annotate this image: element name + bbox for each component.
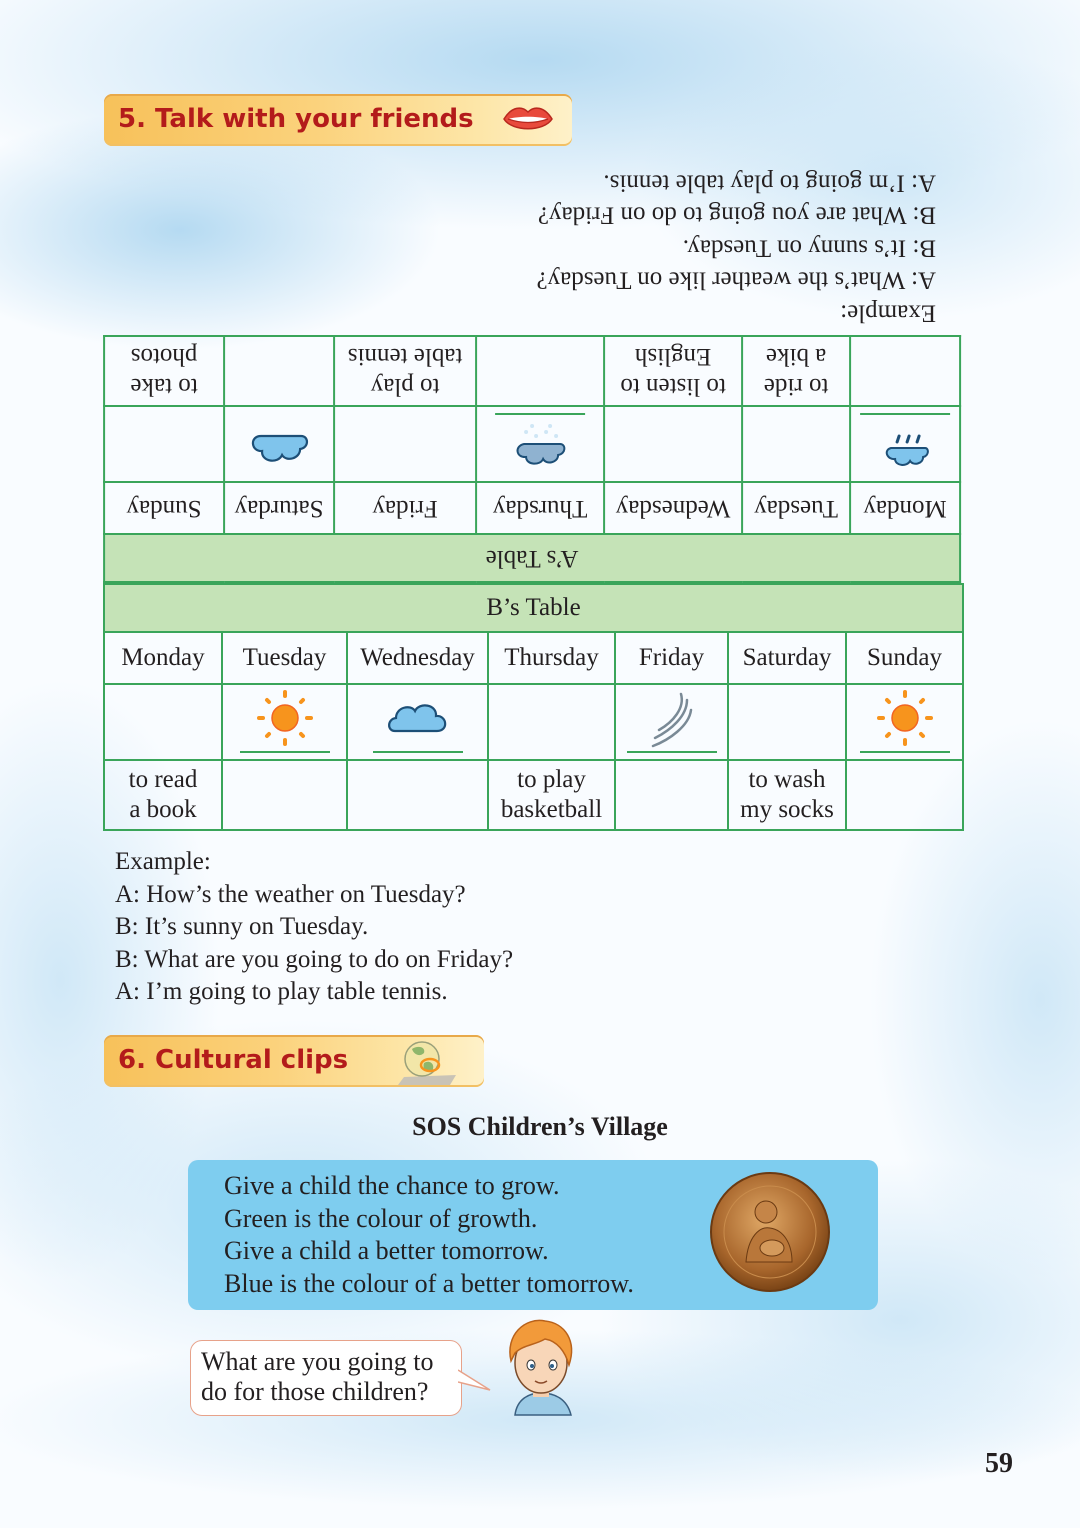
table-a-weather-cell: [104, 406, 224, 482]
example-b-line: B: It’s sunny on Tuesday.: [115, 913, 369, 940]
medal-icon: [708, 1170, 832, 1294]
table-b-activity: to play basketball: [488, 760, 615, 830]
table-b-activity: to read a book: [104, 760, 222, 830]
table-b-weather-cell: [347, 684, 488, 760]
sun-icon: [253, 686, 317, 750]
lips-icon: [502, 104, 554, 136]
wind-icon: [647, 686, 697, 750]
table-a-title: A’s Table: [104, 534, 960, 582]
poem-text: [224, 1170, 634, 1300]
table-b: [103, 583, 964, 831]
rain-cloud-icon: [877, 420, 933, 476]
poem-box: [188, 1160, 878, 1310]
section-5-banner: [104, 94, 572, 146]
sun-icon: [873, 686, 937, 750]
example-b-label: Example:: [115, 848, 211, 875]
table-b-day: Thursday: [488, 632, 615, 684]
cultural-clip-subtitle: SOS Children’s Village: [412, 1112, 668, 1141]
table-a-activity: to take photos: [104, 336, 224, 406]
table-a-day: Tuesday: [742, 482, 850, 534]
table-b-weather-cell: [222, 684, 347, 760]
table-a-activity: to play table tennis: [334, 336, 476, 406]
table-a-weather-cell: [334, 406, 476, 482]
section-6-banner: [104, 1035, 484, 1087]
table-b-activity: [347, 760, 488, 830]
table-a-day: Sunday: [104, 482, 224, 534]
boy-avatar-icon: [495, 1315, 585, 1419]
example-a-line: A: I’m going to play table tennis.: [603, 169, 936, 197]
poem-line: Green is the colour of growth.: [224, 1203, 538, 1233]
example-b-line: A: I’m going to play table tennis.: [115, 978, 448, 1005]
table-b-activity: [222, 760, 347, 830]
table-b-day: Monday: [104, 632, 222, 684]
table-a-day: Wednesday: [604, 482, 742, 534]
table-a-activity: [850, 336, 960, 406]
cloud-icon: [247, 426, 311, 470]
example-b: [115, 846, 513, 1009]
section-6-title: 6. Cultural clips: [118, 1045, 349, 1075]
table-a-day: Friday: [334, 482, 476, 534]
table-b-day: Wednesday: [347, 632, 488, 684]
table-a-activity: to listen to English: [604, 336, 742, 406]
table-a-weather-cell: [224, 406, 334, 482]
poem-line: Give a child a better tomorrow.: [224, 1236, 549, 1265]
example-a-line: B: What are you going to do on Friday?: [537, 202, 936, 229]
table-a-weather-cell: [850, 406, 960, 482]
table-a-weather-cell: [742, 406, 850, 482]
table-b-activity: to wash my socks: [728, 760, 846, 830]
table-a-activity: [476, 336, 604, 406]
table-a-upside-down: [103, 335, 961, 583]
poem-line: Blue is the colour of a better tomorrow.: [224, 1268, 634, 1298]
table-b-day: Saturday: [728, 632, 846, 684]
table-b-weather-cell: [846, 684, 963, 760]
poem-line: Give a child the chance to grow.: [224, 1171, 560, 1200]
table-b-weather-cell: [728, 684, 846, 760]
cloud-icon: [385, 695, 451, 741]
example-a-upside-down: [480, 166, 936, 329]
table-b-weather-cell: [488, 684, 615, 760]
table-a-day: Saturday: [224, 482, 334, 534]
table-b-weather-cell: [104, 684, 222, 760]
example-a-line: A: What’s the weather like on Tuesday?: [536, 267, 936, 294]
page-number: 59: [985, 1448, 1013, 1479]
table-a-day: Thursday: [476, 482, 604, 534]
globe-icon: [394, 1037, 466, 1087]
speech-bubble-tail: [458, 1368, 492, 1394]
snow-cloud-icon: [510, 420, 570, 476]
table-b-activity: [846, 760, 963, 830]
table-b-day: Sunday: [846, 632, 963, 684]
table-a-activity: to ride a bike: [742, 336, 850, 406]
table-a-activity: [224, 336, 334, 406]
table-a-weather-cell: [476, 406, 604, 482]
table-a-weather-cell: [604, 406, 742, 482]
table-b-activity: [615, 760, 728, 830]
speech-bubble-text: What are you going to do for those children?: [201, 1347, 434, 1406]
example-a-line: B: It’s sunny on Tuesday.: [682, 234, 936, 262]
table-b-day: Friday: [615, 632, 728, 684]
example-a-label: Example:: [840, 299, 936, 327]
section-5-title: 5. Talk with your friends: [118, 104, 474, 134]
table-a-day: Monday: [850, 482, 960, 534]
table-b-weather-cell: [615, 684, 728, 760]
example-b-line: A: How’s the weather on Tuesday?: [115, 880, 466, 908]
table-b-title: B’s Table: [104, 584, 963, 632]
table-b-day: Tuesday: [222, 632, 347, 684]
example-b-line: B: What are you going to do on Friday?: [115, 945, 514, 973]
speech-bubble: [190, 1340, 462, 1416]
